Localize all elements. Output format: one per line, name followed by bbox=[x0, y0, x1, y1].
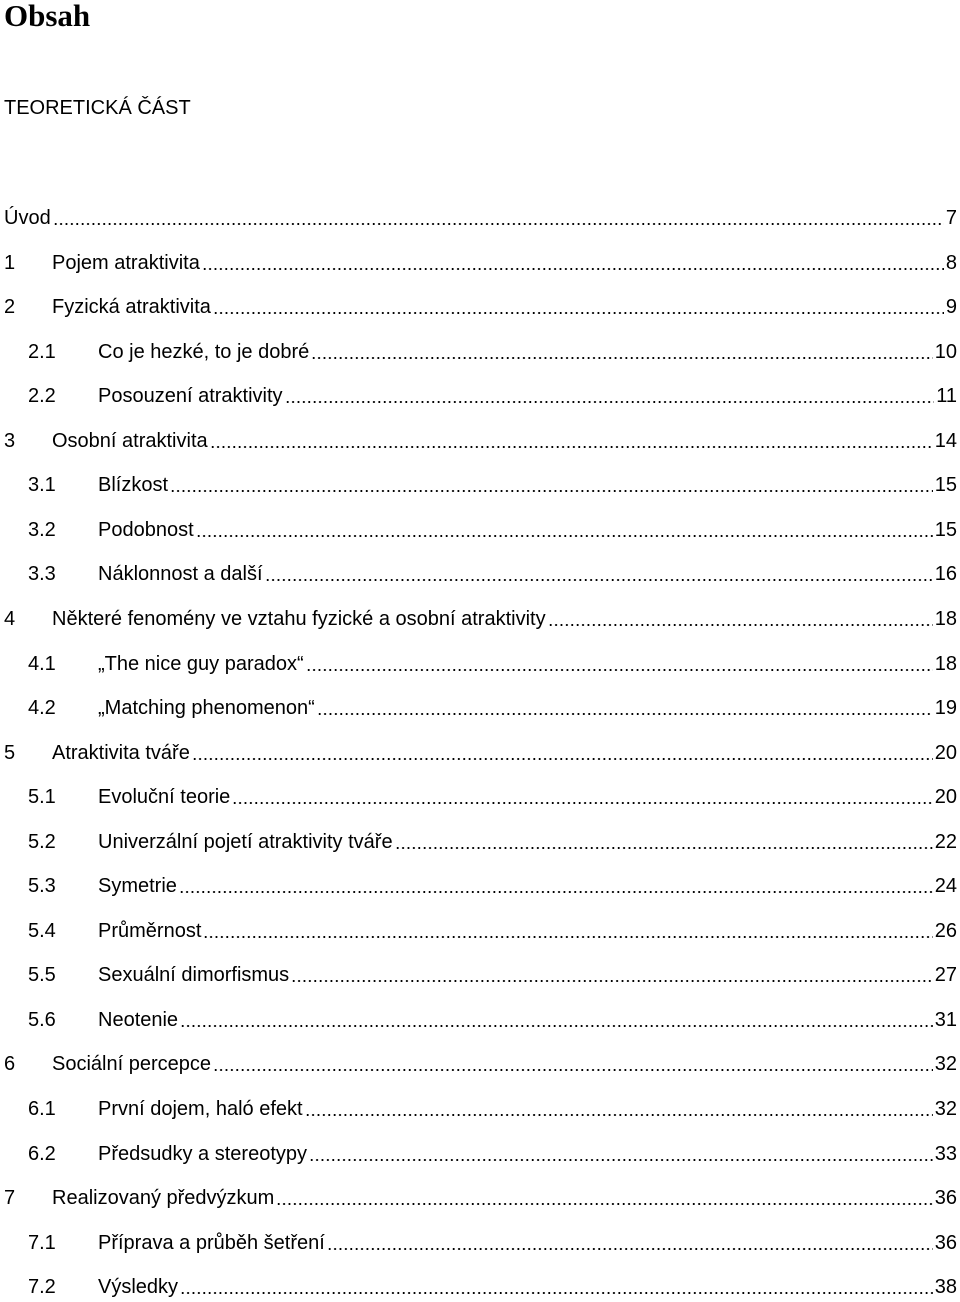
toc-entry[interactable] bbox=[4, 1007, 957, 1033]
toc-entry[interactable] bbox=[4, 294, 957, 320]
toc-dot-leader bbox=[180, 1291, 933, 1295]
toc-entry-page-number: 15 bbox=[934, 518, 957, 541]
toc-entry-number: 4 bbox=[4, 607, 16, 630]
toc-entry[interactable] bbox=[4, 250, 957, 276]
toc-entry[interactable] bbox=[4, 561, 957, 587]
toc-entry[interactable] bbox=[4, 472, 957, 498]
toc-dot-leader bbox=[213, 311, 944, 315]
toc-entry-number: 7 bbox=[4, 1187, 16, 1210]
toc-entry-title: Univerzální pojetí atraktivity tváře bbox=[98, 830, 393, 853]
toc-entry-page-number: 20 bbox=[934, 741, 957, 764]
toc-dot-leader bbox=[179, 890, 933, 894]
toc-entry-page-number: 26 bbox=[934, 919, 957, 942]
toc-entry-title: První dojem, haló efekt bbox=[98, 1098, 303, 1120]
toc-entry-page-number: 27 bbox=[934, 964, 957, 987]
toc-dot-leader bbox=[327, 1247, 933, 1251]
toc-entry-title: Podobnost bbox=[98, 518, 194, 541]
toc-entry-page-number: 20 bbox=[934, 786, 957, 809]
toc-dot-leader bbox=[276, 1202, 932, 1206]
toc-entry-title: „Matching phenomenon“ bbox=[98, 697, 315, 720]
toc-entry-page-number: 19 bbox=[934, 697, 957, 720]
toc-entry-page-number: 8 bbox=[945, 251, 957, 274]
toc-entry[interactable] bbox=[4, 428, 957, 454]
toc-dot-leader bbox=[548, 623, 933, 627]
toc-dot-leader bbox=[232, 801, 932, 805]
toc-entry-page-number: 11 bbox=[936, 385, 957, 408]
toc-entry-page-number: 15 bbox=[934, 474, 957, 497]
toc-entry-page-number: 33 bbox=[934, 1142, 957, 1165]
toc-entry-number: 6.1 bbox=[28, 1098, 56, 1120]
toc-dot-leader bbox=[210, 445, 933, 449]
toc-dot-leader bbox=[306, 668, 933, 672]
toc-entry[interactable] bbox=[4, 651, 957, 677]
toc-entry-title: Evoluční teorie bbox=[98, 786, 231, 809]
toc-entry[interactable] bbox=[4, 873, 957, 899]
toc-dot-leader bbox=[311, 356, 933, 360]
toc-entry-page-number: 32 bbox=[934, 1053, 957, 1076]
toc-dot-leader bbox=[285, 400, 935, 404]
toc-entry-number: 6.2 bbox=[28, 1142, 56, 1165]
toc-entry-page-number: 9 bbox=[945, 296, 957, 319]
toc-entry[interactable] bbox=[4, 695, 957, 721]
toc-entry-page-number: 7 bbox=[945, 207, 957, 229]
toc-entry-title: Výsledky bbox=[98, 1276, 179, 1299]
toc-entry-title: Úvod bbox=[4, 207, 51, 229]
toc-entry-title: Osobní atraktivita bbox=[52, 429, 208, 452]
toc-dot-leader bbox=[53, 222, 944, 226]
toc-entry-page-number: 14 bbox=[934, 429, 957, 452]
toc-entry-number: 5.6 bbox=[28, 1008, 56, 1031]
toc-entry-page-number: 31 bbox=[934, 1008, 957, 1031]
toc-entry-number: 5.4 bbox=[28, 919, 56, 942]
toc-entry-number: 4.2 bbox=[28, 697, 56, 720]
toc-entry-title: Fyzická atraktivita bbox=[52, 296, 211, 319]
toc-dot-leader bbox=[170, 489, 933, 493]
toc-dot-leader bbox=[265, 578, 933, 582]
toc-dot-leader bbox=[309, 1158, 933, 1162]
toc-entry-title: Realizovaný předvýzkum bbox=[52, 1187, 275, 1210]
toc-entry-title: „The nice guy paradox“ bbox=[98, 652, 304, 675]
toc-dot-leader bbox=[196, 534, 933, 538]
toc-dot-leader bbox=[213, 1068, 933, 1072]
toc-entry-page-number: 18 bbox=[934, 607, 957, 630]
toc-entry-page-number: 22 bbox=[934, 830, 957, 853]
toc-entry-title: Neotenie bbox=[98, 1008, 179, 1031]
toc-entry-page-number: 36 bbox=[934, 1231, 957, 1254]
toc-entry-page-number: 18 bbox=[934, 652, 957, 675]
toc-entry-number: 5.5 bbox=[28, 964, 56, 987]
toc-entry-number: 7.1 bbox=[28, 1231, 56, 1254]
toc-entry[interactable] bbox=[4, 740, 957, 766]
toc-entry-title: Některé fenomény ve vztahu fyzické a osobní atraktivity bbox=[52, 607, 546, 630]
toc-entry[interactable] bbox=[4, 962, 957, 988]
toc-entry-number: 6 bbox=[4, 1053, 16, 1076]
toc-dot-leader bbox=[291, 979, 933, 983]
toc-entry-page-number: 36 bbox=[934, 1187, 957, 1210]
toc-entry-page-number: 10 bbox=[934, 340, 957, 363]
toc-entry-number: 2 bbox=[4, 296, 16, 319]
toc-entry-title: Náklonnost a další bbox=[98, 563, 263, 586]
toc-entry-title: Symetrie bbox=[98, 875, 177, 898]
toc-entry-page-number: 32 bbox=[934, 1098, 957, 1120]
toc-dot-leader bbox=[180, 1024, 933, 1028]
toc-entry-title: Předsudky a stereotypy bbox=[98, 1142, 307, 1165]
toc-entry-title: Sexuální dimorfismus bbox=[98, 964, 290, 987]
toc-entry[interactable] bbox=[4, 829, 957, 855]
toc-entry-title: Příprava a průběh šetření bbox=[98, 1231, 325, 1254]
toc-entry-title: Blízkost bbox=[98, 474, 169, 497]
toc-entry[interactable] bbox=[4, 1230, 957, 1256]
toc-entry-number: 3.1 bbox=[28, 474, 56, 497]
toc-entry[interactable] bbox=[4, 1274, 957, 1300]
toc-entry[interactable] bbox=[4, 1096, 957, 1122]
toc-entry[interactable] bbox=[4, 205, 957, 231]
toc-entry[interactable] bbox=[4, 383, 957, 409]
toc-entry[interactable] bbox=[4, 1141, 957, 1167]
toc-entry[interactable] bbox=[4, 339, 957, 365]
toc-dot-leader bbox=[192, 757, 933, 761]
toc-entry[interactable] bbox=[4, 1051, 957, 1077]
toc-entry-title: Sociální percepce bbox=[52, 1053, 211, 1076]
toc-entry[interactable] bbox=[4, 918, 957, 944]
toc-entry-number: 3 bbox=[4, 429, 16, 452]
toc-entry-page-number: 16 bbox=[934, 563, 957, 586]
toc-entry-number: 3.2 bbox=[28, 518, 56, 541]
toc-entry[interactable] bbox=[4, 606, 957, 632]
toc-entry-title: Atraktivita tváře bbox=[52, 741, 190, 764]
toc-entry-title: Pojem atraktivita bbox=[52, 251, 200, 274]
toc-entry-number: 5 bbox=[4, 741, 16, 764]
toc-entry-title: Posouzení atraktivity bbox=[98, 385, 283, 408]
toc-entry-number: 5.3 bbox=[28, 875, 56, 898]
toc-entry-number: 5.1 bbox=[28, 786, 56, 809]
toc-dot-leader bbox=[203, 935, 932, 939]
toc-dot-leader bbox=[395, 846, 933, 850]
toc-dot-leader bbox=[305, 1113, 933, 1117]
page-title: Obsah bbox=[4, 0, 91, 33]
section-heading: TEORETICKÁ ČÁST bbox=[4, 97, 191, 119]
toc-entry-number: 7.2 bbox=[28, 1276, 56, 1299]
toc-entry-number: 2.1 bbox=[28, 340, 56, 363]
toc-dot-leader bbox=[317, 712, 933, 716]
toc-entry[interactable] bbox=[4, 517, 957, 543]
toc-entry-number: 2.2 bbox=[28, 385, 56, 408]
toc-entry-number: 5.2 bbox=[28, 830, 56, 853]
toc-entry-title: Průměrnost bbox=[98, 919, 202, 942]
toc-entry[interactable] bbox=[4, 1185, 957, 1211]
toc-entry[interactable] bbox=[4, 784, 957, 810]
toc-entry-title: Co je hezké, to je dobré bbox=[98, 340, 310, 363]
toc-dot-leader bbox=[202, 267, 944, 271]
toc-entry-page-number: 24 bbox=[934, 875, 957, 898]
toc-entry-number: 4.1 bbox=[28, 652, 56, 675]
toc-entry-page-number: 38 bbox=[934, 1276, 957, 1299]
toc-entry-number: 3.3 bbox=[28, 563, 56, 586]
toc-entry-number: 1 bbox=[4, 251, 16, 274]
